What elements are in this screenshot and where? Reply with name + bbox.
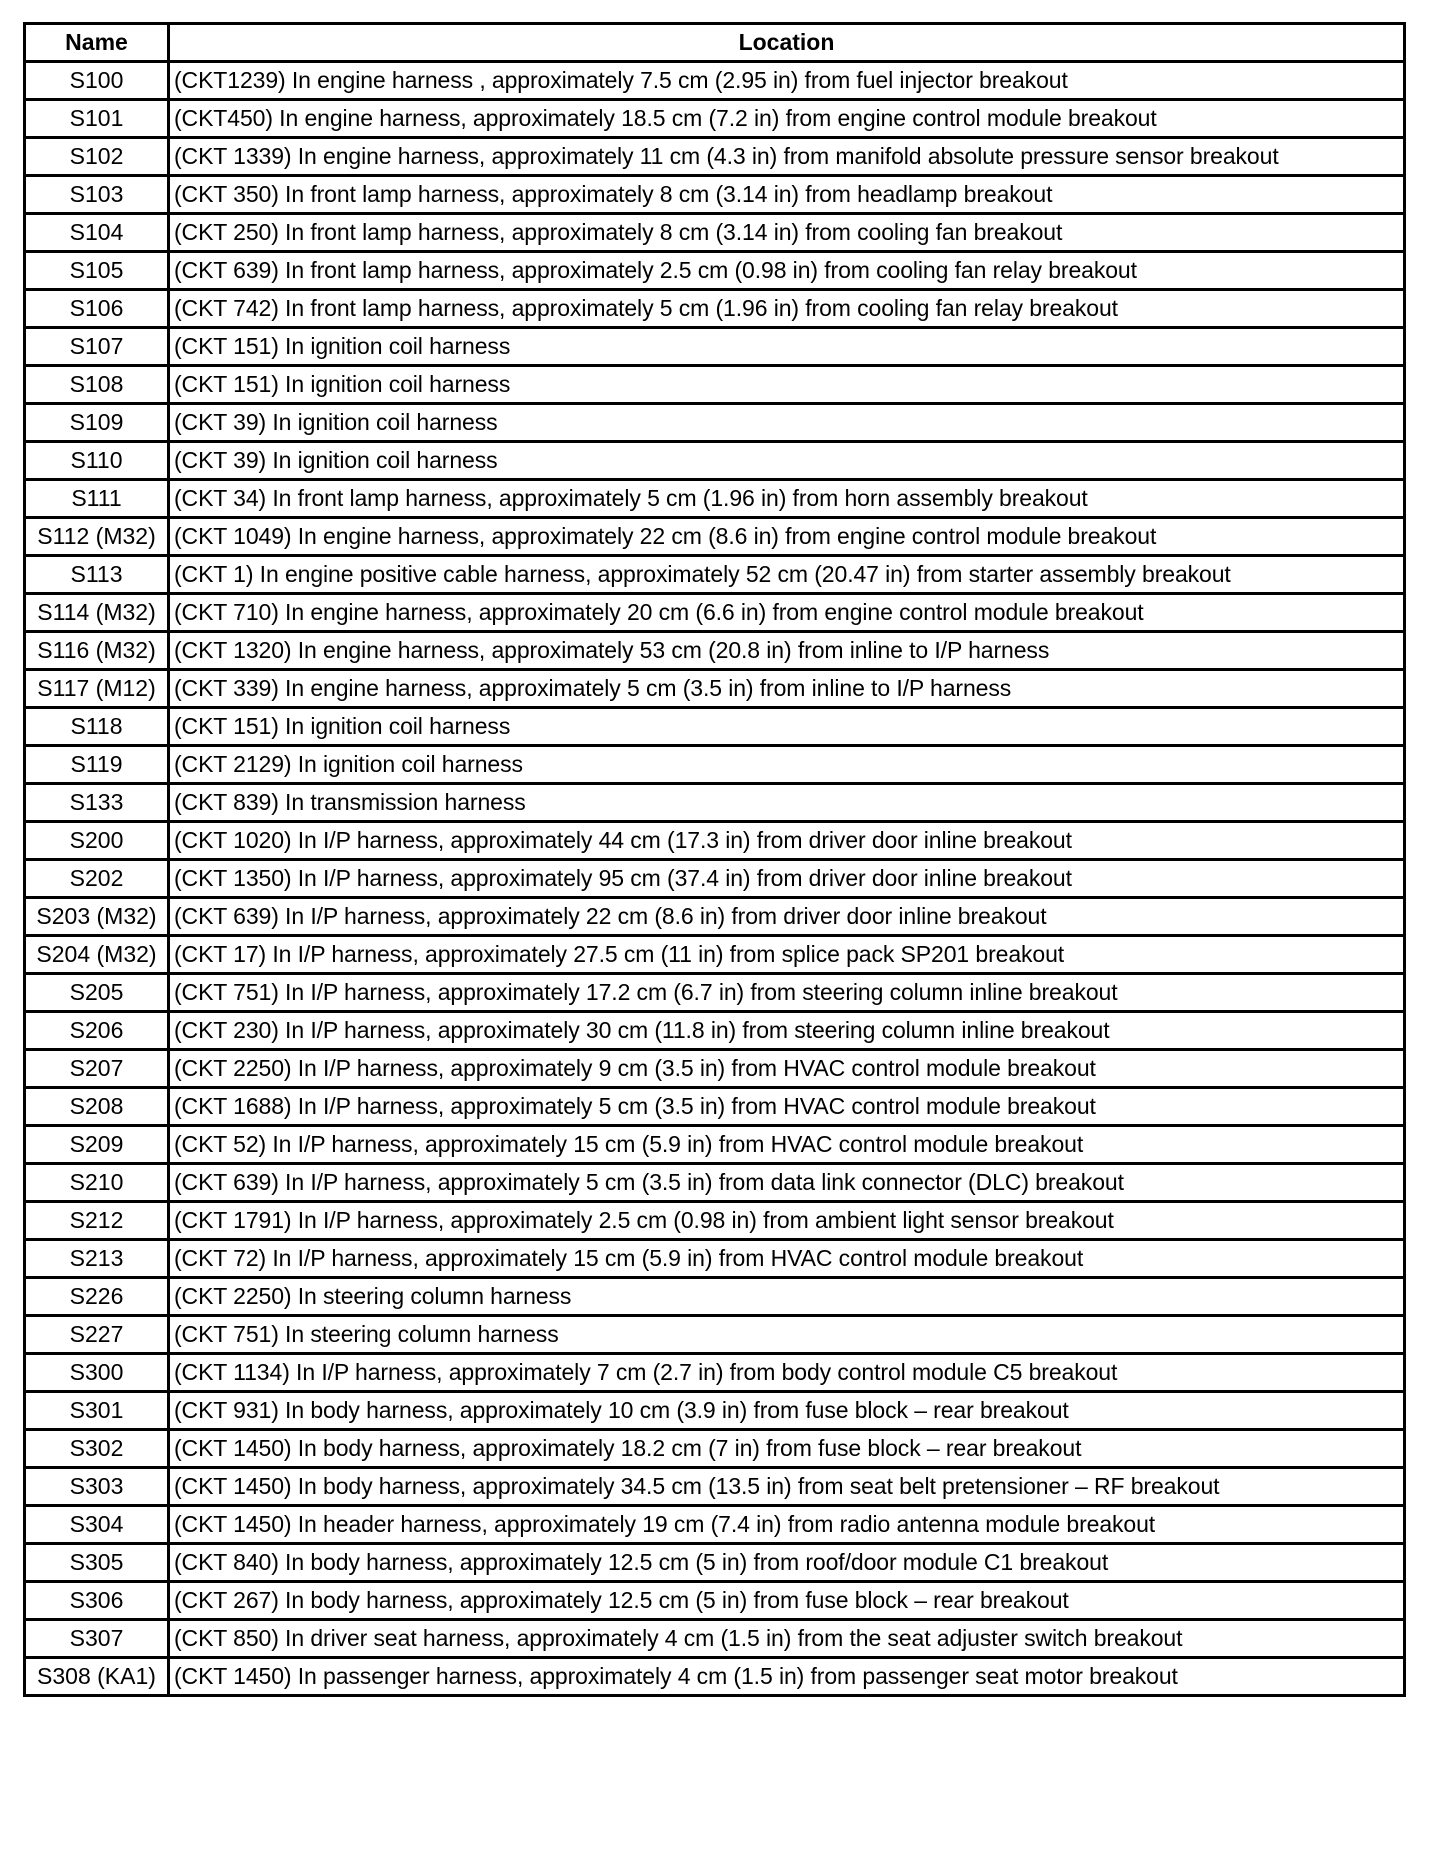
splice-location-cell: (CKT 840) In body harness, approximately 12.5 cm (5 in) from roof/door module C1 breakout [169, 1544, 1405, 1582]
table-row [25, 1012, 1405, 1050]
splice-location-cell: (CKT 1049) In engine harness, approximately 22 cm (8.6 in) from engine control module breakout [169, 518, 1405, 556]
table-row [25, 366, 1405, 404]
table-row [25, 708, 1405, 746]
splice-name-cell: S116 (M32) [25, 632, 169, 670]
splice-location-cell: (CKT 2250) In steering column harness [169, 1278, 1405, 1316]
splice-name-cell: S204 (M32) [25, 936, 169, 974]
table-row [25, 1278, 1405, 1316]
table-row [25, 176, 1405, 214]
table-row [25, 898, 1405, 936]
splice-name-cell: S111 [25, 480, 169, 518]
splice-name-cell: S104 [25, 214, 169, 252]
splice-name-cell: S207 [25, 1050, 169, 1088]
table-row [25, 556, 1405, 594]
table-row [25, 1658, 1405, 1696]
splice-name-cell: S206 [25, 1012, 169, 1050]
table-row [25, 1126, 1405, 1164]
table-row [25, 1392, 1405, 1430]
table-row [25, 746, 1405, 784]
splice-location-cell: (CKT 751) In steering column harness [169, 1316, 1405, 1354]
splice-name-cell: S302 [25, 1430, 169, 1468]
splice-location-cell: (CKT 1791) In I/P harness, approximately 2.5 cm (0.98 in) from ambient light sensor breakout [169, 1202, 1405, 1240]
splice-name-cell: S307 [25, 1620, 169, 1658]
table-row [25, 860, 1405, 898]
splice-location-cell: (CKT 1688) In I/P harness, approximately 5 cm (3.5 in) from HVAC control module breakout [169, 1088, 1405, 1126]
splice-name-cell: S212 [25, 1202, 169, 1240]
splice-location-cell: (CKT 151) In ignition coil harness [169, 328, 1405, 366]
table-row [25, 1240, 1405, 1278]
splice-location-cell: (CKT 2129) In ignition coil harness [169, 746, 1405, 784]
splice-name-cell: S102 [25, 138, 169, 176]
splice-name-cell: S108 [25, 366, 169, 404]
splice-name-cell: S305 [25, 1544, 169, 1582]
table-row [25, 632, 1405, 670]
splice-location-cell: (CKT 931) In body harness, approximately 10 cm (3.9 in) from fuse block – rear breakout [169, 1392, 1405, 1430]
table-row [25, 594, 1405, 632]
splice-name-cell: S226 [25, 1278, 169, 1316]
splice-location-cell: (CKT 39) In ignition coil harness [169, 404, 1405, 442]
splice-location-cell: (CKT 52) In I/P harness, approximately 15 cm (5.9 in) from HVAC control module breakout [169, 1126, 1405, 1164]
splice-location-cell: (CKT1239) In engine harness , approximately 7.5 cm (2.95 in) from fuel injector breakout [169, 62, 1405, 100]
table-row [25, 1544, 1405, 1582]
table-row [25, 1088, 1405, 1126]
table-row [25, 252, 1405, 290]
splice-name-cell: S303 [25, 1468, 169, 1506]
table-row [25, 290, 1405, 328]
splice-location-cell: (CKT 2250) In I/P harness, approximately 9 cm (3.5 in) from HVAC control module breakout [169, 1050, 1405, 1088]
splice-location-cell: (CKT 1020) In I/P harness, approximately 44 cm (17.3 in) from driver door inline breakout [169, 822, 1405, 860]
splice-location-cell: (CKT 34) In front lamp harness, approximately 5 cm (1.96 in) from horn assembly breakout [169, 480, 1405, 518]
table-row [25, 822, 1405, 860]
table-row [25, 62, 1405, 100]
splice-name-cell: S300 [25, 1354, 169, 1392]
splice-location-cell: (CKT 639) In I/P harness, approximately 5 cm (3.5 in) from data link connector (DLC) breakout [169, 1164, 1405, 1202]
splice-name-cell: S119 [25, 746, 169, 784]
table-body [25, 62, 1405, 1696]
splice-location-cell: (CKT 1350) In I/P harness, approximately 95 cm (37.4 in) from driver door inline breakout [169, 860, 1405, 898]
splice-location-sheet [23, 22, 1403, 1697]
splice-location-cell: (CKT 751) In I/P harness, approximately 17.2 cm (6.7 in) from steering column inline breakout [169, 974, 1405, 1012]
splice-location-cell: (CKT 39) In ignition coil harness [169, 442, 1405, 480]
table-row [25, 480, 1405, 518]
table-row [25, 936, 1405, 974]
table-row [25, 1506, 1405, 1544]
table-row [25, 1316, 1405, 1354]
splice-name-cell: S133 [25, 784, 169, 822]
splice-location-cell: (CKT 151) In ignition coil harness [169, 708, 1405, 746]
splice-location-cell: (CKT 710) In engine harness, approximately 20 cm (6.6 in) from engine control module breakout [169, 594, 1405, 632]
splice-name-cell: S117 (M12) [25, 670, 169, 708]
splice-name-cell: S301 [25, 1392, 169, 1430]
splice-location-cell: (CKT 1339) In engine harness, approximately 11 cm (4.3 in) from manifold absolute pressure sensor breakout [169, 138, 1405, 176]
splice-location-cell: (CKT 1320) In engine harness, approximately 53 cm (20.8 in) from inline to I/P harness [169, 632, 1405, 670]
table-row [25, 1582, 1405, 1620]
table-row [25, 1620, 1405, 1658]
splice-location-cell: (CKT 850) In driver seat harness, approximately 4 cm (1.5 in) from the seat adjuster switch breakout [169, 1620, 1405, 1658]
splice-location-cell: (CKT 230) In I/P harness, approximately 30 cm (11.8 in) from steering column inline breakout [169, 1012, 1405, 1050]
splice-name-cell: S203 (M32) [25, 898, 169, 936]
splice-name-cell: S114 (M32) [25, 594, 169, 632]
splice-name-cell: S106 [25, 290, 169, 328]
splice-name-cell: S112 (M32) [25, 518, 169, 556]
splice-location-cell: (CKT 250) In front lamp harness, approximately 8 cm (3.14 in) from cooling fan breakout [169, 214, 1405, 252]
splice-location-cell: (CKT 1450) In body harness, approximately 18.2 cm (7 in) from fuse block – rear breakout [169, 1430, 1405, 1468]
splice-name-cell: S101 [25, 100, 169, 138]
splice-name-cell: S306 [25, 1582, 169, 1620]
table-row [25, 1468, 1405, 1506]
splice-location-cell: (CKT450) In engine harness, approximately 18.5 cm (7.2 in) from engine control module breakout [169, 100, 1405, 138]
splice-location-cell: (CKT 72) In I/P harness, approximately 15 cm (5.9 in) from HVAC control module breakout [169, 1240, 1405, 1278]
table-row [25, 138, 1405, 176]
splice-location-table [23, 22, 1406, 1697]
splice-location-cell: (CKT 1134) In I/P harness, approximately 7 cm (2.7 in) from body control module C5 breakout [169, 1354, 1405, 1392]
table-row [25, 442, 1405, 480]
splice-name-cell: S210 [25, 1164, 169, 1202]
splice-name-cell: S110 [25, 442, 169, 480]
splice-name-cell: S304 [25, 1506, 169, 1544]
splice-location-cell: (CKT 742) In front lamp harness, approximately 5 cm (1.96 in) from cooling fan relay breakout [169, 290, 1405, 328]
table-row [25, 404, 1405, 442]
splice-location-cell: (CKT 1) In engine positive cable harness, approximately 52 cm (20.47 in) from starter assembly breakout [169, 556, 1405, 594]
table-row [25, 518, 1405, 556]
splice-location-cell: (CKT 639) In I/P harness, approximately 22 cm (8.6 in) from driver door inline breakout [169, 898, 1405, 936]
splice-name-cell: S107 [25, 328, 169, 366]
column-header-name: Name [25, 24, 169, 62]
table-row [25, 1164, 1405, 1202]
table-header-row [25, 24, 1405, 62]
splice-location-cell: (CKT 339) In engine harness, approximately 5 cm (3.5 in) from inline to I/P harness [169, 670, 1405, 708]
splice-location-cell: (CKT 1450) In passenger harness, approximately 4 cm (1.5 in) from passenger seat motor breakout [169, 1658, 1405, 1696]
table-row [25, 1430, 1405, 1468]
splice-location-cell: (CKT 1450) In header harness, approximately 19 cm (7.4 in) from radio antenna module breakout [169, 1506, 1405, 1544]
splice-name-cell: S209 [25, 1126, 169, 1164]
splice-name-cell: S308 (KA1) [25, 1658, 169, 1696]
splice-location-cell: (CKT 639) In front lamp harness, approximately 2.5 cm (0.98 in) from cooling fan relay breakout [169, 252, 1405, 290]
splice-name-cell: S213 [25, 1240, 169, 1278]
splice-name-cell: S118 [25, 708, 169, 746]
table-row [25, 784, 1405, 822]
splice-name-cell: S100 [25, 62, 169, 100]
splice-name-cell: S205 [25, 974, 169, 1012]
splice-name-cell: S200 [25, 822, 169, 860]
splice-location-cell: (CKT 267) In body harness, approximately 12.5 cm (5 in) from fuse block – rear breakout [169, 1582, 1405, 1620]
table-row [25, 670, 1405, 708]
splice-location-cell: (CKT 350) In front lamp harness, approximately 8 cm (3.14 in) from headlamp breakout [169, 176, 1405, 214]
splice-location-cell: (CKT 151) In ignition coil harness [169, 366, 1405, 404]
table-row [25, 974, 1405, 1012]
table-row [25, 1050, 1405, 1088]
table-row [25, 328, 1405, 366]
splice-name-cell: S105 [25, 252, 169, 290]
table-row [25, 100, 1405, 138]
table-row [25, 1354, 1405, 1392]
column-header-location: Location [169, 24, 1405, 62]
table-row [25, 1202, 1405, 1240]
splice-name-cell: S113 [25, 556, 169, 594]
splice-name-cell: S208 [25, 1088, 169, 1126]
splice-name-cell: S202 [25, 860, 169, 898]
splice-name-cell: S103 [25, 176, 169, 214]
splice-location-cell: (CKT 17) In I/P harness, approximately 27.5 cm (11 in) from splice pack SP201 breakout [169, 936, 1405, 974]
splice-location-cell: (CKT 1450) In body harness, approximately 34.5 cm (13.5 in) from seat belt pretensioner – RF breakout [169, 1468, 1405, 1506]
splice-name-cell: S109 [25, 404, 169, 442]
splice-name-cell: S227 [25, 1316, 169, 1354]
table-row [25, 214, 1405, 252]
splice-location-cell: (CKT 839) In transmission harness [169, 784, 1405, 822]
